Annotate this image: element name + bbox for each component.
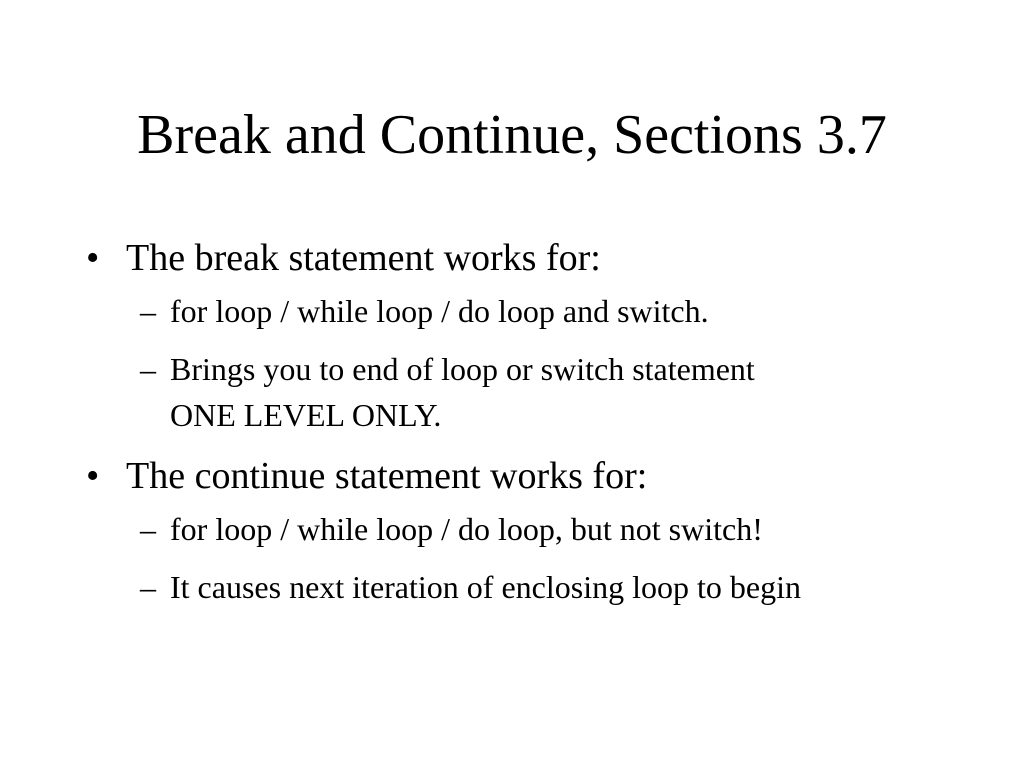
sub-bullet [86, 288, 986, 334]
sub-bullet [86, 564, 986, 610]
slide-title: Break and Continue, Sections 3.7 [137, 104, 887, 166]
sub-bullet-text: for loop / while loop / do loop, but not switch! [170, 511, 763, 547]
sub-marker: – [140, 569, 156, 605]
bullet-list [86, 232, 986, 622]
bullet-marker: • [86, 455, 100, 497]
sub-marker: – [140, 511, 156, 547]
bullet-break [86, 232, 986, 284]
sub-bullet-text: It causes next iteration of enclosing loop to begin [170, 569, 801, 605]
sub-marker: – [140, 351, 156, 387]
sub-bullet-text-line1: Brings you to end of loop or switch statement [170, 351, 755, 387]
sub-bullet [86, 506, 986, 552]
sub-bullet-text-line2: ONE LEVEL ONLY. [170, 397, 442, 433]
sub-list-break [86, 288, 986, 438]
bullet-text: The continue statement works for: [126, 455, 648, 497]
sub-bullet-text: for loop / while loop / do loop and switch. [170, 293, 709, 329]
bullet-marker: • [86, 237, 100, 279]
sub-marker: – [140, 293, 156, 329]
sub-bullet [86, 346, 986, 438]
sub-list-continue [86, 506, 986, 610]
bullet-text: The break statement works for: [126, 237, 601, 279]
bullet-continue [86, 450, 986, 502]
